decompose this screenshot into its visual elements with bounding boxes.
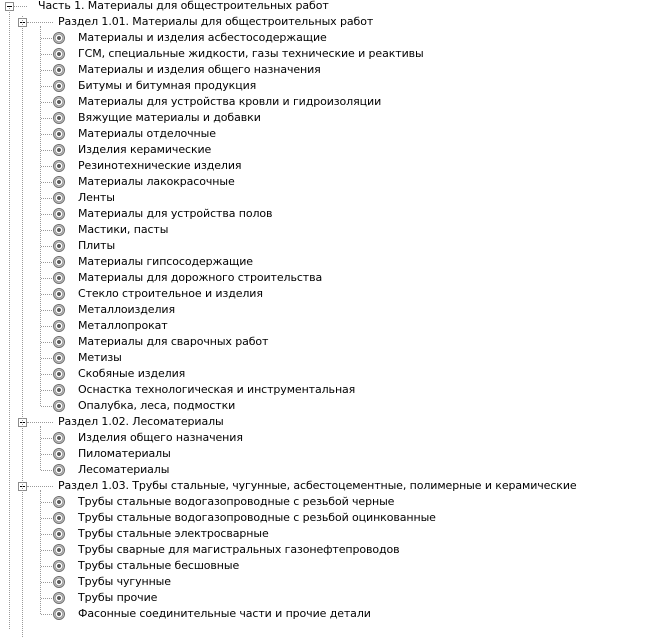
- leaf-node-label: Оснастка технологическая и инструментальная: [78, 383, 356, 396]
- category-node-icon: [53, 128, 65, 140]
- tree-connector-line: [41, 518, 52, 519]
- root-node-label: Часть 1. Материалы для общестроительных работ: [38, 0, 329, 12]
- category-node-icon: [53, 432, 65, 444]
- tree-leaf-node[interactable]: [0, 142, 663, 158]
- tree-leaf-node[interactable]: [0, 126, 663, 142]
- tree-connector-line: [41, 598, 52, 599]
- category-node-icon: [53, 80, 65, 92]
- leaf-node-label: Резинотехнические изделия: [78, 159, 242, 172]
- tree-leaf-node[interactable]: [0, 350, 663, 366]
- tree-connector-line: [41, 262, 52, 263]
- category-node-icon: [53, 512, 65, 524]
- category-node-icon: [53, 528, 65, 540]
- leaf-node-label: Лесоматериалы: [78, 463, 170, 476]
- category-node-icon: [53, 352, 65, 364]
- category-node-icon: [53, 272, 65, 284]
- leaf-node-label: Материалы отделочные: [78, 127, 216, 140]
- tree-connector-line: [41, 38, 52, 39]
- category-node-icon: [53, 608, 65, 620]
- category-node-icon: [53, 176, 65, 188]
- tree-connector-line: [40, 490, 41, 614]
- category-node-icon: [53, 48, 65, 60]
- leaf-node-label: Материалы лакокрасочные: [78, 175, 235, 188]
- tree-leaf-node[interactable]: [0, 574, 663, 590]
- tree-leaf-node[interactable]: [0, 46, 663, 62]
- tree-connector-line: [41, 374, 52, 375]
- tree-leaf-node[interactable]: [0, 334, 663, 350]
- tree-connector-line: [41, 214, 52, 215]
- tree-leaf-node[interactable]: [0, 606, 663, 622]
- tree-connector-line: [22, 16, 23, 637]
- leaf-node-label: Изделия общего назначения: [78, 431, 243, 444]
- tree-connector-line: [41, 534, 52, 535]
- category-node-icon: [53, 384, 65, 396]
- category-node-icon: [53, 304, 65, 316]
- tree-connector-line: [41, 86, 52, 87]
- leaf-node-label: Ленты: [78, 191, 115, 204]
- leaf-node-label: Скобяные изделия: [78, 367, 186, 380]
- tree-leaf-node[interactable]: [0, 366, 663, 382]
- tree-connector-line: [41, 582, 52, 583]
- leaf-node-label: Материалы для сварочных работ: [78, 335, 269, 348]
- tree-leaf-node[interactable]: [0, 254, 663, 270]
- tree-connector-line: [41, 294, 52, 295]
- leaf-node-label: Плиты: [78, 239, 116, 252]
- category-node-icon: [53, 544, 65, 556]
- category-node-icon: [53, 192, 65, 204]
- category-node-icon: [53, 400, 65, 412]
- tree-leaf-node[interactable]: [0, 302, 663, 318]
- tree-leaf-node[interactable]: [0, 158, 663, 174]
- tree-connector-line: [41, 70, 52, 71]
- leaf-node-label: Трубы стальные водогазопроводные с резьбой оцинкованные: [78, 511, 436, 524]
- category-node-icon: [53, 368, 65, 380]
- leaf-node-label: Пиломатериалы: [78, 447, 171, 460]
- leaf-node-label: Вяжущие материалы и добавки: [78, 111, 261, 124]
- tree-leaf-node[interactable]: [0, 110, 663, 126]
- tree-connector-line: [41, 54, 52, 55]
- section-node-label: Раздел 1.03. Трубы стальные, чугунные, асбестоцементные, полимерные и керамические: [58, 479, 577, 492]
- leaf-node-label: Изделия керамические: [78, 143, 212, 156]
- tree-root-node[interactable]: [0, 0, 663, 14]
- tree-connector-line: [41, 358, 52, 359]
- leaf-node-label: Опалубка, леса, подмостки: [78, 399, 236, 412]
- tree-section-node[interactable]: [0, 478, 663, 494]
- tree-leaf-node[interactable]: [0, 270, 663, 286]
- tree-connector-line: [41, 198, 52, 199]
- tree-connector-line: [9, 8, 10, 629]
- tree-connector-line: [41, 566, 52, 567]
- leaf-node-label: Трубы чугунные: [78, 575, 171, 588]
- tree-leaf-node[interactable]: [0, 318, 663, 334]
- leaf-node-label: Материалы и изделия асбестосодержащие: [78, 31, 327, 44]
- tree-section-node[interactable]: [0, 414, 663, 430]
- tree-connector-line: [41, 454, 52, 455]
- tree-connector-line: [41, 230, 52, 231]
- tree-connector-line: [41, 342, 52, 343]
- category-node-icon: [53, 144, 65, 156]
- category-node-icon: [53, 576, 65, 588]
- leaf-node-label: Трубы стальные электросварные: [78, 527, 269, 540]
- leaf-node-label: Метизы: [78, 351, 122, 364]
- leaf-node-label: Трубы прочие: [78, 591, 158, 604]
- leaf-node-label: Фасонные соединительные части и прочие детали: [78, 607, 371, 620]
- tree-connector-line: [41, 614, 52, 615]
- category-node-icon: [53, 288, 65, 300]
- tree-connector-line: [41, 406, 52, 407]
- tree-leaf-node[interactable]: [0, 462, 663, 478]
- tree-connector-line: [41, 390, 52, 391]
- tree-connector-line: [41, 550, 52, 551]
- leaf-node-label: Трубы сварные для магистральных газонефтепроводов: [78, 543, 400, 556]
- tree-connector-line: [41, 278, 52, 279]
- tree-connector-line: [41, 470, 52, 471]
- leaf-node-label: ГСМ, специальные жидкости, газы технические и реактивы: [78, 47, 424, 60]
- tree-leaf-node[interactable]: [0, 446, 663, 462]
- tree-leaf-node[interactable]: [0, 174, 663, 190]
- category-node-icon: [53, 32, 65, 44]
- category-node-icon: [53, 96, 65, 108]
- tree-leaf-node[interactable]: [0, 94, 663, 110]
- tree-leaf-node[interactable]: [0, 558, 663, 574]
- category-node-icon: [53, 224, 65, 236]
- tree-leaf-node[interactable]: [0, 286, 663, 302]
- category-node-icon: [53, 320, 65, 332]
- leaf-node-label: Материалы и изделия общего назначения: [78, 63, 321, 76]
- tree-connector-line: [41, 310, 52, 311]
- tree-connector-line: [41, 150, 52, 151]
- tree-leaf-node[interactable]: [0, 398, 663, 414]
- leaf-node-label: Мастики, пасты: [78, 223, 169, 236]
- leaf-node-label: Трубы стальные водогазопроводные с резьбой черные: [78, 495, 395, 508]
- tree-leaf-node[interactable]: [0, 526, 663, 542]
- category-node-icon: [53, 256, 65, 268]
- tree-leaf-node[interactable]: [0, 78, 663, 94]
- category-node-icon: [53, 560, 65, 572]
- category-node-icon: [53, 64, 65, 76]
- category-node-icon: [53, 336, 65, 348]
- tree-connector-line: [40, 26, 41, 406]
- tree-leaf-node[interactable]: [0, 382, 663, 398]
- tree-connector-line: [13, 6, 27, 7]
- tree-leaf-node[interactable]: [0, 542, 663, 558]
- leaf-node-label: Материалы гипсосодержащие: [78, 255, 253, 268]
- tree-leaf-node[interactable]: [0, 30, 663, 46]
- tree-connector-line: [41, 502, 52, 503]
- tree-leaf-node[interactable]: [0, 430, 663, 446]
- category-node-icon: [53, 112, 65, 124]
- category-node-icon: [53, 160, 65, 172]
- tree-connector-line: [27, 486, 53, 487]
- category-node-icon: [53, 448, 65, 460]
- tree-connector-line: [41, 166, 52, 167]
- tree-leaf-node[interactable]: [0, 62, 663, 78]
- tree-leaf-node[interactable]: [0, 238, 663, 254]
- section-node-label: Раздел 1.02. Лесоматериалы: [58, 415, 224, 428]
- category-node-icon: [53, 464, 65, 476]
- leaf-node-label: Стекло строительное и изделия: [78, 287, 263, 300]
- tree-connector-line: [41, 118, 52, 119]
- category-node-icon: [53, 240, 65, 252]
- tree-connector-line: [27, 22, 53, 23]
- tree-connector-line: [40, 426, 41, 470]
- category-node-icon: [53, 592, 65, 604]
- leaf-node-label: Материалы для устройства полов: [78, 207, 273, 220]
- section-node-label: Раздел 1.01. Материалы для общестроительных работ: [58, 15, 374, 28]
- tree-leaf-node[interactable]: [0, 510, 663, 526]
- tree-section-node[interactable]: [0, 14, 663, 30]
- tree-connector-line: [41, 438, 52, 439]
- tree-leaf-node[interactable]: [0, 222, 663, 238]
- tree-connector-line: [41, 102, 52, 103]
- leaf-node-label: Материалы для устройства кровли и гидроизоляции: [78, 95, 382, 108]
- category-node-icon: [53, 496, 65, 508]
- tree-connector-line: [41, 134, 52, 135]
- leaf-node-label: Битумы и битумная продукция: [78, 79, 257, 92]
- tree-leaf-node[interactable]: [0, 206, 663, 222]
- leaf-node-label: Материалы для дорожного строительства: [78, 271, 323, 284]
- tree-connector-line: [27, 422, 53, 423]
- tree-leaf-node[interactable]: [0, 494, 663, 510]
- category-node-icon: [53, 208, 65, 220]
- tree-leaf-node[interactable]: [0, 190, 663, 206]
- leaf-node-label: Трубы стальные бесшовные: [78, 559, 240, 572]
- leaf-node-label: Металлопрокат: [78, 319, 168, 332]
- tree-leaf-node[interactable]: [0, 590, 663, 606]
- tree-connector-line: [41, 326, 52, 327]
- tree-connector-line: [41, 246, 52, 247]
- tree-connector-line: [41, 182, 52, 183]
- leaf-node-label: Металлоизделия: [78, 303, 175, 316]
